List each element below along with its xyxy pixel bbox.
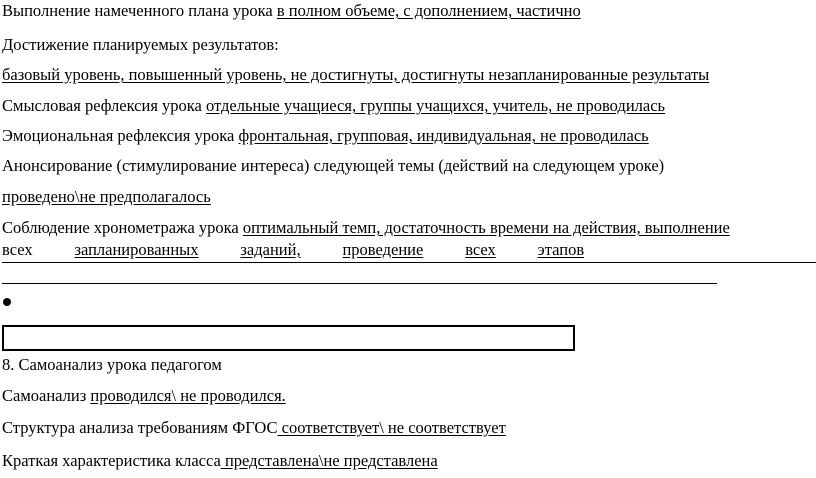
semantic-reflection-label: Смысловая рефлексия урока	[2, 96, 207, 115]
timing-label: Соблюдение хронометража урока	[2, 218, 243, 237]
plan-completion-options: в полном объеме, с дополнением, частично	[276, 1, 581, 20]
timing-word: этапов	[537, 240, 585, 259]
timing-word: проведение	[342, 240, 424, 259]
section-8-title: 8. Самоанализ урока педагогом	[2, 355, 222, 374]
class-characteristic-options: представлена\не представлена	[220, 451, 438, 470]
blank-fill-line	[627, 262, 816, 263]
fgos-structure-label: Структура анализа требованиям ФГОС	[2, 418, 278, 437]
semantic-reflection-options: отдельные учащиеся, группы учащихся, учитель, не проводилась	[206, 96, 666, 115]
underline-rule	[2, 262, 627, 263]
next-topic-announcement-label: Анонсирование (стимулирование интереса) следующей темы (действий на следующем уроке)	[2, 156, 665, 175]
class-characteristic-line	[2, 451, 438, 471]
class-characteristic-label: Краткая характеристика класса	[2, 451, 221, 470]
plan-completion-label: Выполнение намеченного плана урока	[2, 1, 277, 20]
blank-fill-line	[2, 283, 717, 284]
timing-continuation	[2, 240, 816, 260]
timing-line	[2, 218, 730, 238]
empty-text-box	[2, 325, 575, 351]
bullet-point	[3, 298, 11, 306]
next-topic-announcement-options: проведено\не предполагалось	[2, 187, 211, 206]
timing-options: оптимальный темп, достаточность времени на действия, выполнение	[242, 218, 730, 237]
emotional-reflection-options: фронтальная, групповая, индивидуальная, не проводилась	[238, 126, 649, 145]
timing-word: всех	[2, 240, 33, 259]
semantic-reflection-line	[2, 96, 665, 116]
planned-results-heading: Достижение планируемых результатов:	[2, 35, 279, 54]
self-analysis-label: Самоанализ	[2, 386, 91, 405]
emotional-reflection-line	[2, 126, 649, 146]
plan-completion-line	[2, 1, 581, 21]
timing-word: заданий,	[240, 240, 301, 259]
timing-word: запланированных	[74, 240, 199, 259]
planned-results-options: базовый уровень, повышенный уровень, не достигнуты, достигнуты незапланированные результаты	[2, 65, 710, 84]
fgos-structure-line	[2, 418, 506, 438]
fgos-structure-options: соответствует\ не соответствует	[277, 418, 506, 437]
emotional-reflection-label: Эмоциональная рефлексия урока	[2, 126, 239, 145]
self-analysis-line	[2, 386, 286, 406]
blank-fill	[626, 240, 816, 260]
self-analysis-options: проводился\ не проводился.	[90, 386, 286, 405]
timing-word: всех	[465, 240, 496, 259]
